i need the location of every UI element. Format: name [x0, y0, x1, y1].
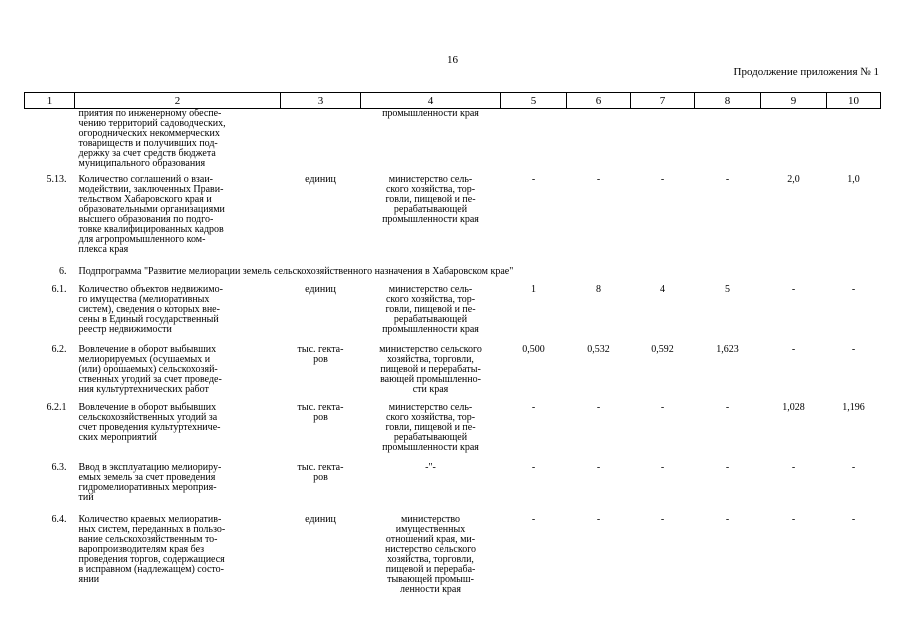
- value-cell: -: [851, 283, 856, 295]
- value-cell: 1: [531, 283, 536, 295]
- row-number: 6.2.1: [46, 401, 67, 413]
- table-row: [25, 403, 881, 463]
- value-cell: -: [531, 513, 536, 525]
- indicator-name: Ввод в эксплуатацию мелиориру- емых земель за счет проведения гидромелиоративных мероприя- тий: [78, 461, 222, 503]
- value-cell: 2,0: [787, 173, 800, 185]
- unit: [281, 109, 361, 175]
- indicator-name: Вовлечение в оборот выбывших сельскохозяйственных угодий за счет проведения культуртехниче- ских мероприятий: [78, 401, 221, 443]
- value-cell: -: [531, 461, 536, 473]
- subprogram-row: [25, 267, 881, 285]
- value-cell: -: [791, 343, 796, 355]
- row-number: 6.2.: [51, 343, 67, 355]
- indicator-name: Количество краевых мелиоратив- ных систем, переданных в пользо- вание сельскохозяйственным то- варопроизводителям края без проведения торгов, содержащиеся в исправном (надлежащем) состо- янии: [78, 513, 226, 585]
- value-cell: -: [660, 173, 665, 185]
- row-number: 6.: [59, 265, 67, 277]
- value-cell: [567, 109, 631, 175]
- executor: министерство имущественных отношений края, ми- нистерство сельского хозяйства, торговли, пищевой и перераба- тывающей промыш- ленности края: [384, 513, 477, 595]
- column-header: 8: [695, 93, 761, 109]
- unit: тыс. гекта- ров: [297, 343, 344, 365]
- row-number: 6.4.: [51, 513, 67, 525]
- appendix-continuation-label: Продолжение приложения № 1: [733, 66, 879, 78]
- column-header: 10: [827, 93, 881, 109]
- column-header: 5: [501, 93, 567, 109]
- value-cell: -: [660, 401, 665, 413]
- column-header: 3: [281, 93, 361, 109]
- value-cell: -: [851, 461, 856, 473]
- value-cell: -: [596, 401, 601, 413]
- unit: единиц: [305, 513, 336, 525]
- indicator-name: приятия по инженерному обеспе- чению территорий садоводческих, огороднических некоммерческих товариществ и получивших под- держку за счет средств бюджета муниципального образования: [78, 108, 226, 169]
- value-cell: 1,623: [716, 343, 739, 355]
- column-header: 7: [631, 93, 695, 109]
- executor: промышленности края: [382, 108, 479, 119]
- table-row: [25, 175, 881, 267]
- executor: министерство сель- ского хозяйства, тор- говли, пищевой и пе- рерабатывающей промышленности края: [382, 283, 479, 335]
- table-row: [25, 345, 881, 403]
- unit: единиц: [305, 173, 336, 185]
- column-header: 9: [761, 93, 827, 109]
- value-cell: -: [851, 343, 856, 355]
- value-cell: 1,028: [782, 401, 805, 413]
- column-header: 4: [361, 93, 501, 109]
- value-cell: -: [791, 283, 796, 295]
- value-cell: -: [725, 461, 730, 473]
- value-cell: -: [531, 401, 536, 413]
- column-header: 2: [75, 93, 281, 109]
- page-number: 16: [447, 54, 458, 66]
- value-cell: -: [660, 513, 665, 525]
- executor: министерство сель- ского хозяйства, тор- говли, пищевой и пе- рерабатывающей промышленности края: [382, 401, 479, 453]
- unit: тыс. гекта- ров: [297, 461, 344, 483]
- unit: тыс. гекта- ров: [297, 401, 344, 423]
- value-cell: -: [851, 513, 856, 525]
- value-cell: 8: [596, 283, 601, 295]
- row-number: 6.3.: [51, 461, 67, 473]
- table-row: [25, 463, 881, 515]
- value-cell: [827, 109, 881, 175]
- value-cell: 1,0: [847, 173, 860, 185]
- value-cell: -: [660, 461, 665, 473]
- value-cell: [761, 109, 827, 175]
- executor: -"-: [425, 461, 436, 473]
- value-cell: -: [596, 513, 601, 525]
- value-cell: [631, 109, 695, 175]
- value-cell: 0,500: [522, 343, 545, 355]
- value-cell: 1,196: [842, 401, 865, 413]
- executor: министерство сельского хозяйства, торговли, пищевой и перерабаты- вающей промышленно- сти края: [379, 343, 482, 395]
- column-header: 1: [25, 93, 75, 109]
- value-cell: -: [531, 173, 536, 185]
- value-cell: -: [725, 173, 730, 185]
- row-number: [25, 109, 75, 175]
- value-cell: 5: [725, 283, 730, 295]
- row-number: 5.13.: [46, 173, 67, 185]
- column-header: 6: [567, 93, 631, 109]
- indicator-name: Вовлечение в оборот выбывших мелиорируемых (осушаемых и (или) орошаемых) сельскохозяй- ственных угодий за счет проведе- ния культуртехнических работ: [78, 343, 222, 395]
- unit: единиц: [305, 283, 336, 295]
- row-number: 6.1.: [51, 283, 67, 295]
- value-cell: -: [791, 461, 796, 473]
- table-row: [25, 285, 881, 345]
- indicator-name: Количество объектов недвижимо- го имущества (мелиоративных систем), сведения о которых вне- сены в Единый государственный реестр недвижимости: [78, 283, 223, 335]
- value-cell: -: [596, 173, 601, 185]
- value-cell: -: [596, 461, 601, 473]
- value-cell: 4: [660, 283, 665, 295]
- indicator-name: Количество соглашений о взаи- модействии, заключенных Прави- тельством Хабаровского края и образовательными организациями высшего образования по подго- товке квалифицированных кадров для агропромышленного ком- плекса края: [78, 173, 225, 255]
- indicators-table: [24, 92, 881, 605]
- executor: министерство сель- ского хозяйства, тор- говли, пищевой и пе- рерабатывающей промышленности края: [382, 173, 479, 225]
- value-cell: 0,532: [587, 343, 610, 355]
- value-cell: 0,592: [651, 343, 674, 355]
- value-cell: -: [791, 513, 796, 525]
- value-cell: [695, 109, 761, 175]
- value-cell: [501, 109, 567, 175]
- value-cell: -: [725, 401, 730, 413]
- table-row: [25, 515, 881, 605]
- column-number-row: [25, 93, 881, 109]
- subprogram-title: Подпрограмма "Развитие мелиорации земель сельскохозяйственного назначения в Хабаровском крае": [78, 265, 514, 277]
- value-cell: -: [725, 513, 730, 525]
- table-row: [25, 109, 881, 175]
